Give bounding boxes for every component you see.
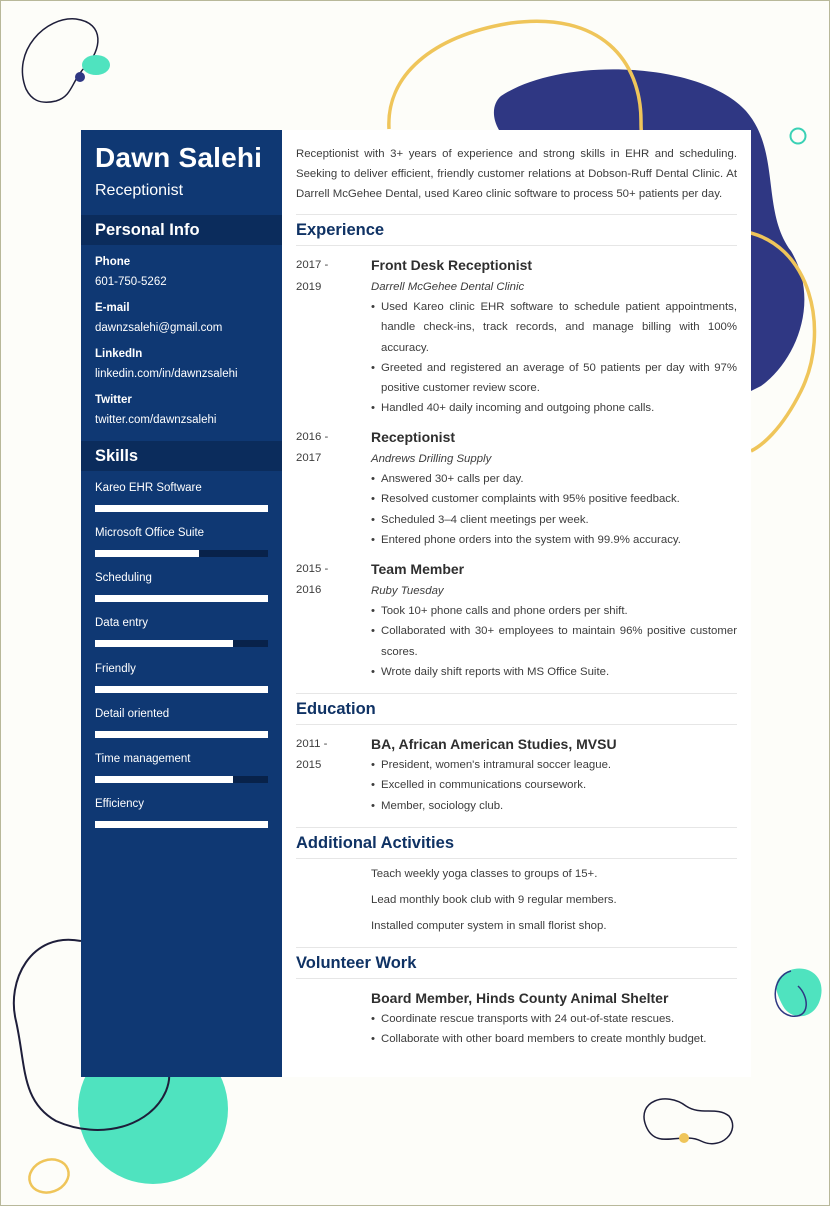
job-date-end: 2017	[296, 452, 322, 464]
skill-bar	[95, 731, 268, 738]
skill-name: Microsoft Office Suite	[95, 527, 205, 539]
education-heading: Education	[296, 700, 376, 718]
list-item: • Answered 30+ calls per day.	[371, 469, 737, 489]
email-value: dawnzsalehi@gmail.com	[95, 322, 223, 334]
job-company: Andrews Drilling Supply	[371, 453, 492, 465]
skill-bar-fill	[95, 821, 268, 828]
list-item: • Wrote daily shift reports with MS Office Suite.	[371, 662, 737, 682]
list-item: • Collaborated with 30+ employees to maintain 96% positive customer scores.	[371, 621, 737, 662]
skill-name: Friendly	[95, 663, 136, 675]
list-item: • Collaborate with other board members to create monthly budget.	[371, 1029, 737, 1049]
skill-name: Efficiency	[95, 798, 145, 810]
summary-text: Receptionist with 3+ years of experience and strong skills in EHR and scheduling. Seeking to deliver efficient, friendly customer relations at Dobson-Ruff Dental Clinic. At Darrell McGehee Dental, used Kareo clinic software to process 50+ patients per day.	[296, 148, 737, 200]
volunteer-heading: Volunteer Work	[296, 954, 417, 972]
list-item: • Scheduled 3–4 client meetings per week.	[371, 510, 737, 530]
job-bullets	[371, 297, 737, 419]
list-item: • Member, sociology club.	[371, 796, 737, 816]
skills-heading: Skills	[81, 441, 282, 471]
list-item: • Used Kareo clinic EHR software to schedule patient appointments, handle check-ins, track records, and manage billing with 100% accuracy.	[371, 297, 737, 358]
skill-bar-fill	[95, 640, 233, 647]
skill-bar-fill	[95, 686, 268, 693]
education-date-end: 2015	[296, 759, 322, 771]
job-bullets	[371, 601, 737, 682]
mint-dot-shape	[82, 55, 110, 75]
job-bullets	[371, 469, 737, 550]
skill-name: Kareo EHR Software	[95, 482, 202, 494]
skill-name: Scheduling	[95, 572, 152, 584]
education-date-start: 2011 -	[296, 738, 328, 750]
twitter-label: Twitter	[95, 394, 132, 406]
skill-bar	[95, 686, 268, 693]
list-item: • Resolved customer complaints with 95% positive feedback.	[371, 489, 737, 509]
resume-page	[81, 130, 751, 1077]
phone-label: Phone	[95, 256, 131, 268]
main-content	[296, 130, 737, 1077]
section-divider	[296, 827, 737, 828]
list-item: • President, women's intramural soccer league.	[371, 755, 737, 775]
email-label: E-mail	[95, 302, 130, 314]
section-divider	[296, 693, 737, 694]
list-item: • Coordinate rescue transports with 24 out-of-state rescues.	[371, 1009, 737, 1029]
skill-bar-fill	[95, 731, 268, 738]
skill-bar	[95, 595, 268, 602]
education-bullets	[371, 755, 737, 816]
skill-bar-fill	[95, 550, 199, 557]
experience-heading: Experience	[296, 221, 385, 239]
education-degree: BA, African American Studies, MVSU	[371, 736, 617, 752]
sidebar	[81, 130, 282, 1077]
job-company: Darrell McGehee Dental Clinic	[371, 281, 525, 293]
list-item: • Greeted and registered an average of 50 patients per day with 97% positive customer review score.	[371, 358, 737, 399]
job-company: Ruby Tuesday	[371, 585, 444, 597]
job-date-start: 2016 -	[296, 431, 329, 443]
activities-heading: Additional Activities	[296, 834, 454, 852]
skill-bar	[95, 776, 268, 783]
activity-item: Teach weekly yoga classes to groups of 15+.	[371, 868, 598, 880]
list-item: • Entered phone orders into the system with 99.9% accuracy.	[371, 530, 737, 550]
teal-ring-shape	[791, 129, 806, 144]
volunteer-bullets	[371, 1009, 737, 1050]
skill-bar	[95, 640, 268, 647]
skill-bar-fill	[95, 776, 233, 783]
skill-bar	[95, 821, 268, 828]
skill-name: Detail oriented	[95, 708, 170, 720]
list-item: • Handled 40+ daily incoming and outgoing phone calls.	[371, 398, 737, 418]
job-title: Team Member	[371, 561, 465, 577]
section-divider	[296, 245, 737, 246]
skill-bar-fill	[95, 505, 268, 512]
candidate-name: Dawn Salehi	[95, 142, 263, 173]
skill-bar	[95, 505, 268, 512]
skill-name: Time management	[95, 753, 191, 765]
skill-bar	[95, 550, 268, 557]
activity-item: Installed computer system in small florist shop.	[371, 920, 607, 932]
linkedin-value: linkedin.com/in/dawnzsalehi	[95, 368, 238, 380]
candidate-role: Receptionist	[95, 182, 184, 199]
phone-value: 601-750-5262	[95, 276, 167, 288]
skill-name: Data entry	[95, 617, 149, 629]
activity-item: Lead monthly book club with 9 regular members.	[371, 894, 617, 906]
job-title: Front Desk Receptionist	[371, 257, 533, 273]
section-divider	[296, 947, 737, 948]
linkedin-label: LinkedIn	[95, 348, 143, 360]
job-date-end: 2016	[296, 584, 322, 596]
list-item: • Took 10+ phone calls and phone orders per shift.	[371, 601, 737, 621]
navy-dot-shape	[75, 72, 85, 82]
gold-ring-shape	[25, 1154, 74, 1198]
section-divider	[296, 214, 737, 215]
gold-small-dot	[679, 1133, 689, 1143]
skill-bar-fill	[95, 595, 268, 602]
section-divider	[296, 724, 737, 725]
job-date-end: 2019	[296, 281, 322, 293]
section-divider	[296, 858, 737, 859]
job-title: Receptionist	[371, 429, 456, 445]
job-date-start: 2015 -	[296, 563, 329, 575]
list-item: • Excelled in communications coursework.	[371, 775, 737, 795]
twitter-value: twitter.com/dawnzsalehi	[95, 414, 217, 426]
volunteer-title: Board Member, Hinds County Animal Shelter	[371, 990, 669, 1006]
job-date-start: 2017 -	[296, 259, 329, 271]
personal-info-heading: Personal Info	[81, 215, 282, 245]
section-divider	[296, 978, 737, 979]
